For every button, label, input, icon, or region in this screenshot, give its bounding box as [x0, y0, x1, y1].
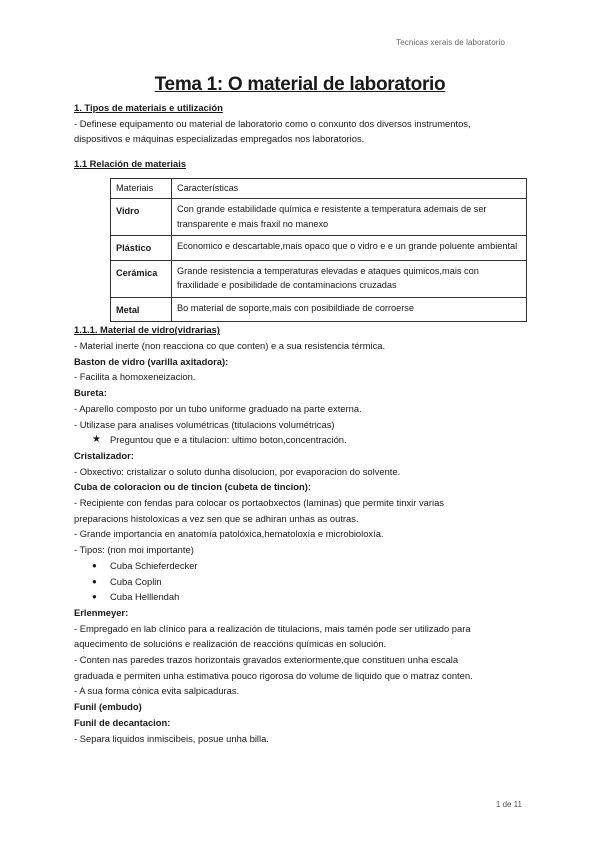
table-row	[111, 236, 527, 261]
item-title-baston: Baston de vidro (varilla axitadora):	[74, 355, 229, 367]
bullet-icon: ●	[92, 592, 97, 602]
table-cell-material: Vidro	[111, 199, 172, 236]
table-header-row	[111, 178, 527, 199]
paragraph-line: - Aparello composto por un tubo uniforme graduado na parte externa.	[74, 402, 362, 414]
table-cell-text: Grande resistencia a temperaturas elevadas e ataques quimicos,mais con fraxilidade e posibilidade de contaminacions cruzadas	[172, 260, 527, 297]
table-cell-material: Cerámica	[111, 260, 172, 297]
list-item-text: Cuba Schieferdecker	[110, 559, 198, 571]
paragraph-line: preparacions histoloxicas a vez sen que se adhiran unhas as outras.	[74, 512, 359, 524]
document-body	[74, 100, 534, 746]
table-cell-material: Plástico	[111, 236, 172, 261]
table-row	[111, 199, 527, 236]
paragraph-line: - A sua forma cónica evita salpicaduras.	[74, 685, 240, 697]
table-cell-text: Economico e descartable,mais opaco que o vidro e e un grande poluente ambiental	[172, 236, 527, 261]
paragraph-line: - Obxectivo: cristalizar o soluto dunha disolucion, por evaporacion do solvente.	[74, 465, 401, 477]
item-title-cuba: Cuba de coloracion ou de tincion (cubeta de tincion):	[74, 481, 311, 493]
paragraph-line: - Empregado en lab clínico para a realización de titulacions, mais tamén pode ser utilizado para	[74, 622, 471, 634]
star-note	[74, 432, 534, 448]
materials-table	[110, 178, 527, 323]
section-heading-1-1: 1.1 Relación de materiais	[74, 158, 187, 170]
item-title-funil-decantacion: Funil de decantacion:	[74, 716, 171, 728]
paragraph-line: - Grande importancia en anatomía patolóxica,hematoloxía e microbioloxía.	[74, 528, 384, 540]
star-icon: ★	[92, 434, 101, 446]
list-item-text: Cuba Helllendah	[110, 591, 180, 603]
list-item-text: Cuba Coplin	[110, 575, 162, 587]
list-item	[74, 558, 534, 574]
header-note: Tecnicas xerais de laboratorio	[396, 38, 505, 47]
table-header-materiais: Materiais	[111, 178, 172, 199]
table-header-caracteristicas: Características	[172, 178, 527, 199]
star-note-text: Preguntou que e a titulacion: ultimo boton,concentración.	[110, 434, 347, 446]
page-number: 1 de 11	[495, 800, 522, 809]
list-item	[74, 589, 534, 605]
paragraph-line: - Conten nas paredes trazos horizontais gravados exteriormente,que constituen unha escala	[74, 654, 459, 666]
bullet-icon: ●	[92, 576, 97, 586]
paragraph-line: - Facilita a homoxeneizacion.	[74, 371, 196, 383]
paragraph-line: aquecimento de solucións e realización de reaccións químicas en solución.	[74, 638, 387, 650]
paragraph-line: - Material inerte (non reacciona co que conten) e a sua resistencia térmica.	[74, 340, 386, 352]
paragraph-line: graduada e permiten unha estimativa pouco rigorosa do volume de liquido que o matraz conten.	[74, 669, 473, 681]
item-title-funil: Funil (embudo)	[74, 701, 142, 713]
table-row	[111, 297, 527, 322]
item-title-bureta: Bureta:	[74, 387, 107, 399]
paragraph-line: - Definese equipamento ou material de laboratorio como o conxunto dos diversos instrumentos,	[74, 117, 471, 129]
table-cell-text: Bo material de soporte,mais con posibildiade de corroerse	[172, 297, 527, 322]
table-row	[111, 260, 527, 297]
paragraph-line: - Separa liquidos inmiscibeis, posue unha billa.	[74, 732, 269, 744]
page-title: Tema 1: O material de laboratorio	[154, 74, 446, 95]
table-cell-text: Con grande estabilidade química e resistente a temperatura ademais de ser transparente e mais fraxil no manexo	[172, 199, 527, 236]
bullet-icon: ●	[92, 560, 97, 570]
item-title-erlenmeyer: Erlenmeyer:	[74, 606, 129, 618]
paragraph-line: - Tipos: (non moi importante)	[74, 544, 194, 556]
paragraph-line: - Utilizase para analises volumétricas (titulacions volumétricas)	[74, 418, 335, 430]
paragraph-line: dispositivos e máquinas especializadas empregados nos laboratorios.	[74, 133, 365, 145]
table-cell-material: Metal	[111, 297, 172, 322]
section-heading-1: 1. Tipos de materiais e utilización	[74, 102, 223, 113]
item-title-cristalizador: Cristalizador:	[74, 449, 134, 461]
section-heading-1-1-1: 1.1.1. Material de vidro(vidrarias)	[74, 324, 220, 336]
paragraph-line: - Recipiente con fendas para colocar os portaobxectos (laminas) que permite tinxir varias	[74, 497, 444, 509]
list-item	[74, 574, 534, 590]
